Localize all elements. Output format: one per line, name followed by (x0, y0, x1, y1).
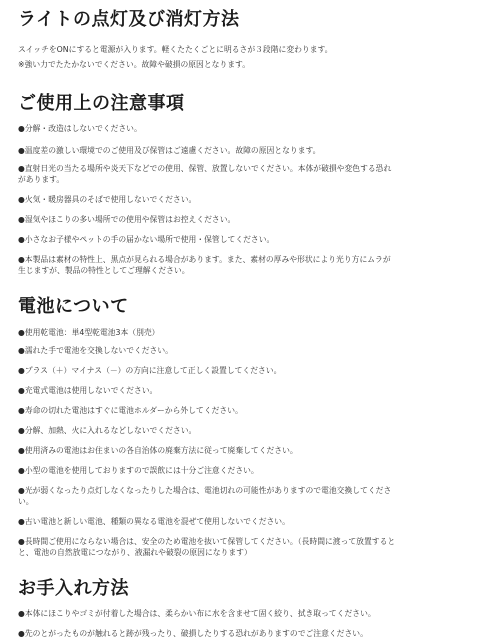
section-precautions (18, 93, 492, 276)
list-item-first-line (18, 163, 492, 174)
bullet-icon: ● (18, 629, 25, 638)
list-item (18, 536, 492, 558)
list-item-text: 小さなお子様やペットの手の届かない場所で使用・保管してください。 (24, 235, 275, 244)
list-item-first-line (18, 425, 492, 436)
list-item-first-line (18, 194, 492, 205)
list-item-first-line (18, 123, 492, 134)
list-item-text: 充電式電池は使用しないでください。 (24, 386, 158, 395)
list-item-text: 濡れた手で電池を交換しないでください。 (24, 346, 173, 355)
list-item-first-line (18, 234, 492, 245)
list-item-text: 先のとがったものが触れると跡が残ったり、破損したりする恐れがありますのでご注意ください。 (24, 629, 368, 638)
list-item-text: 古い電池と新しい電池、種類の異なる電池を混ぜて使用しないでください。 (24, 517, 290, 526)
list-item (18, 628, 492, 639)
section-title-lighting: ライトの点灯及び消灯方法 (18, 9, 240, 30)
list-item (18, 254, 492, 276)
list-item (18, 214, 492, 225)
bullet-icon: ● (18, 328, 25, 337)
list-item-text: 火気・暖房器具のそばで使用しないでください。 (24, 195, 197, 204)
list-item (18, 385, 492, 396)
bullet-icon: ● (18, 537, 25, 546)
section-title-care: お手入れ方法 (18, 578, 129, 599)
list-item (18, 608, 492, 619)
list-item-first-line (18, 445, 492, 456)
list-item-first-line (18, 608, 492, 619)
list-item (18, 123, 492, 134)
section-title-precautions: ご使用上の注意事項 (18, 93, 185, 114)
list-item (18, 145, 492, 156)
list-item-text: 湿気やほこりの多い場所での使用や保管はお控えください。 (24, 215, 236, 224)
list-item (18, 365, 492, 376)
list-item-first-line (18, 628, 492, 639)
bullet-icon: ● (18, 406, 25, 415)
list-item (18, 516, 492, 527)
list-item (18, 485, 492, 507)
list-item-text: 寿命の切れた電池はすぐに電池ホルダーから外してください。 (24, 406, 243, 415)
list-item-first-line (18, 214, 492, 225)
list-item-text: 光が弱くなったり点灯しなくなったりした場合は、電池切れの可能性がありますので電池交換してくださ (24, 486, 392, 495)
list-item-first-line (18, 465, 492, 476)
list-item-continuation: 生じますが、製品の特性としてご理解ください。 (18, 266, 190, 275)
list-item-continuation: があります。 (18, 175, 65, 184)
intro-text-warning: ※強い力でたたかないでください。故障や破損の原因となります。 (18, 60, 251, 69)
care-list (18, 608, 492, 639)
list-item-first-line (18, 327, 492, 338)
list-item-text: 分解・改造はしないでください。 (24, 124, 142, 133)
list-item-text: 本体にほこりやゴミが付着した場合は、柔らかい布に水を含ませて固く絞り、拭き取ってください。 (24, 609, 376, 618)
section-batteries (18, 296, 492, 558)
list-item-text: 小型の電池を使用しておりますので誤飲には十分ご注意ください。 (24, 466, 259, 475)
list-item (18, 163, 492, 185)
bullet-icon: ● (18, 164, 25, 173)
bullet-icon: ● (18, 486, 25, 495)
list-item-first-line (18, 485, 492, 496)
bullet-icon: ● (18, 235, 25, 244)
list-item-first-line (18, 145, 492, 156)
list-item (18, 194, 492, 205)
section-care (18, 578, 492, 639)
intro-text-switch: スイッチをONにすると電源が入ります。軽くたたくごとに明るさが３段階に変わります。 (18, 45, 333, 54)
bullet-icon: ● (18, 609, 25, 618)
list-item (18, 465, 492, 476)
list-item-first-line (18, 516, 492, 527)
bullet-icon: ● (18, 446, 25, 455)
bullet-icon: ● (18, 215, 25, 224)
list-item-text: 長時間ご使用にならない場合は、安全のため電池を抜いて保管してください。（長時間に渡って放置すると (24, 537, 396, 546)
bullet-icon: ● (18, 466, 25, 475)
list-item-text: 分解、加熱、火に入れるなどしないでください。 (24, 426, 197, 435)
list-item (18, 234, 492, 245)
list-item-first-line (18, 536, 492, 547)
list-item-first-line (18, 405, 492, 416)
bullet-icon: ● (18, 426, 25, 435)
bullet-icon: ● (18, 366, 25, 375)
list-item-text: 使用済みの電池はお住まいの各自治体の廃棄方法に従って廃棄してください。 (24, 446, 298, 455)
bullet-icon: ● (18, 146, 25, 155)
list-item (18, 445, 492, 456)
list-item-first-line (18, 254, 492, 265)
list-item-first-line (18, 365, 492, 376)
list-item (18, 327, 492, 338)
bullet-icon: ● (18, 517, 25, 526)
list-item (18, 345, 492, 356)
list-item-continuation: い。 (18, 497, 34, 506)
list-item-text: 温度差の激しい環境でのご使用及び保管はご遠慮ください。故障の原因となります。 (24, 146, 321, 155)
bullet-icon: ● (18, 255, 25, 264)
list-item-first-line (18, 385, 492, 396)
list-item (18, 405, 492, 416)
section-title-batteries: 電池について (18, 296, 129, 317)
list-item-first-line (18, 345, 492, 356)
batteries-list (18, 327, 492, 558)
bullet-icon: ● (18, 195, 25, 204)
section-lighting (18, 9, 492, 70)
bullet-icon: ● (18, 346, 25, 355)
list-item-text: プラス（＋）マイナス（－）の方向に注意して正しく設置してください。 (24, 366, 282, 375)
list-item-text: 直射日光の当たる場所や炎天下などでの使用、保管、放置しないでください。本体が破損や変色する恐れ (24, 164, 392, 173)
list-item (18, 425, 492, 436)
list-item-continuation: と、電池の自然放電につながり、液漏れや破裂の原因になります） (18, 548, 252, 557)
bullet-icon: ● (18, 124, 25, 133)
list-item-text: 使用乾電池：単4型乾電池3本（別売） (24, 328, 160, 337)
precautions-list (18, 123, 492, 276)
bullet-icon: ● (18, 386, 25, 395)
list-item-text: 本製品は素材の特性上、黒点が見られる場合があります。また、素材の厚みや形状により光り方にムラが (24, 255, 391, 264)
